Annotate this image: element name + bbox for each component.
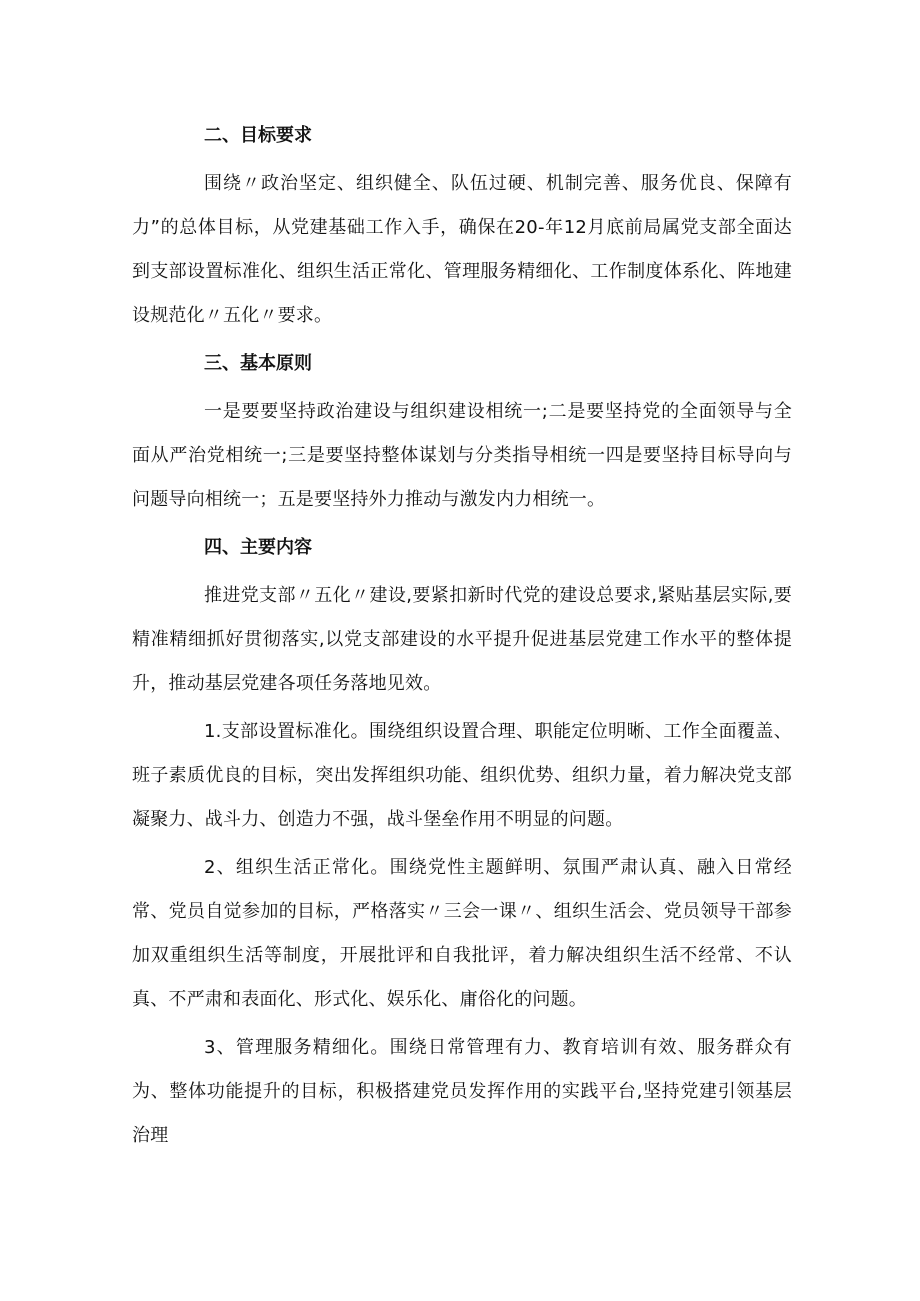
- paragraph-item-1: 1.支部设置标准化。围绕组织设置合理、职能定位明晰、工作全面覆盖、班子素质优良的目标，突出发挥组织功能、组织优势、组织力量，着力解决党支部凝聚力、战斗力、创造力不强，战斗堡垒作用不明显的问题。: [132, 721, 792, 830]
- section-heading-goals: 二、目标要求: [204, 125, 312, 146]
- paragraph-item-2: 2、组织生活正常化。围绕党性主题鲜明、氛围严肃认真、融入日常经常、党员自觉参加的目标，严格落实〃三会一课〃、组织生活会、党员领导干部参加双重组织生活等制度，开展批评和自我批评，着力解决组织生活不经常、不认真、不严肃和表面化、形式化、娱乐化、庸俗化的问题。: [132, 857, 792, 1010]
- section-heading-principles: 三、基本原则: [204, 353, 312, 374]
- document-body: [132, 114, 792, 1162]
- paragraph-content-intro: 推进党支部〃五化〃建设,要紧扣新时代党的建设总要求,紧贴基层实际,要精准精细抓好贯彻落实,以党支部建设的水平提升促进基层党建工作水平的整体提升，推动基层党建各项任务落地见效。: [132, 585, 792, 694]
- paragraph-item-3: 3、管理服务精细化。围绕日常管理有力、教育培训有效、服务群众有为、整体功能提升的目标，积极搭建党员发挥作用的实践平台,坚持党建引领基层治理: [132, 1037, 792, 1146]
- section-heading-content: 四、主要内容: [204, 537, 312, 558]
- paragraph-goals: 围绕〃政治坚定、组织健全、队伍过硬、机制完善、服务优良、保障有力”的总体目标，从党建基础工作入手，确保在20-年12月底前局属党支部全面达到支部设置标准化、组织生活正常化、管理服务精细化、工作制度体系化、阵地建设规范化〃五化〃要求。: [132, 173, 792, 326]
- paragraph-principles: 一是要要坚持政治建设与组织建设相统一;二是要坚持党的全面领导与全面从严治党相统一;三是要坚持整体谋划与分类指导相统一四是要坚持目标导向与问题导向相统一；五是要坚持外力推动与激发内力相统一。: [132, 401, 792, 510]
